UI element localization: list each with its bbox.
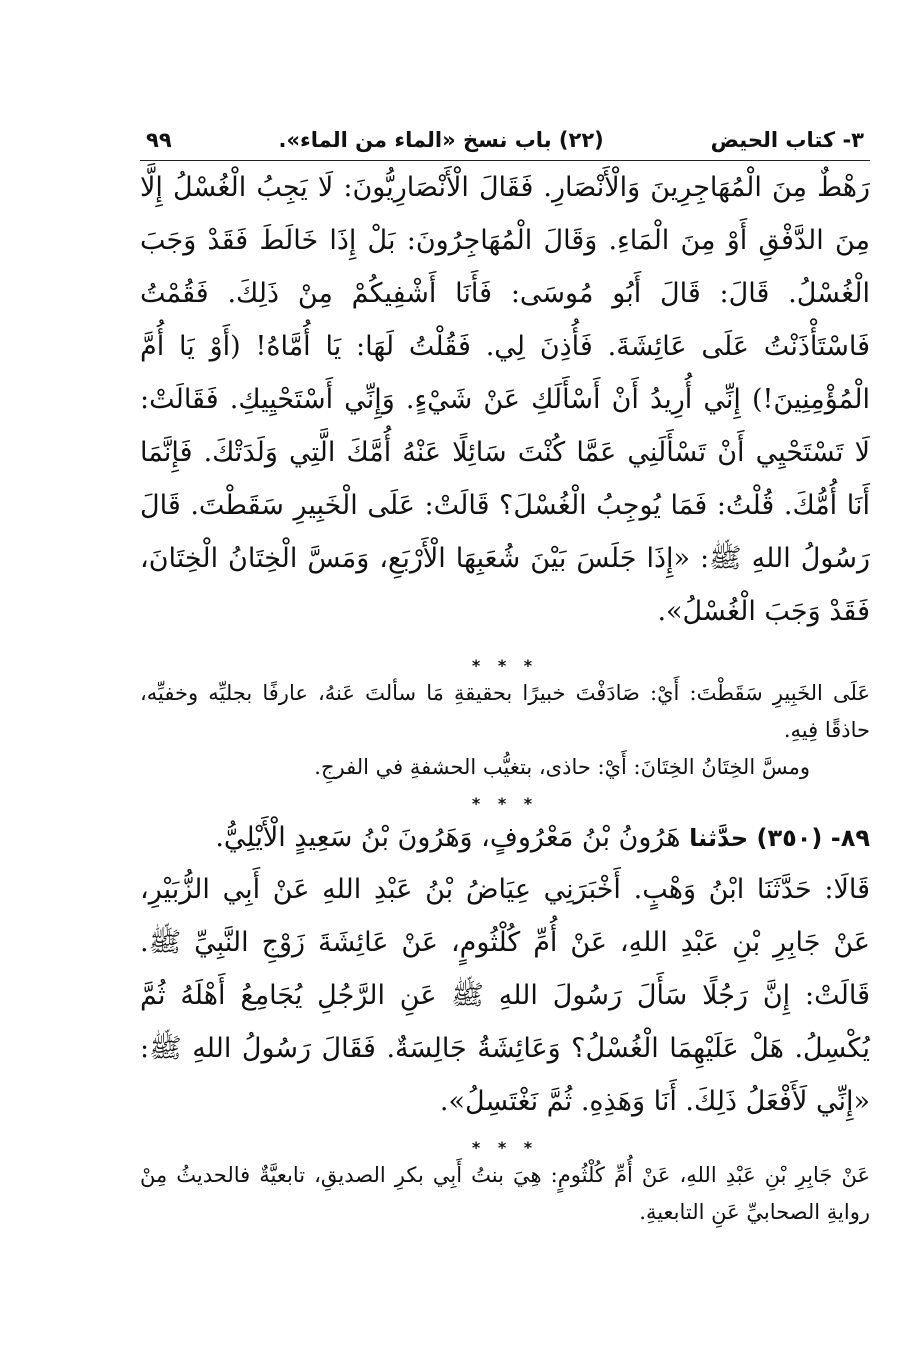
commentary-paragraph-3: عَنْ جَابِرِ بْنِ عَبْدِ اللهِ، عَنْ أُمِّ كُلْثُومٍ: هِيَ بنتُ أَبِي بكرِ الصديقِ، تابعيَّةٌ فالحديثُ مِنْ روايةِ الصحابيِّ عَنِ التابعيةِ.: [140, 1163, 870, 1224]
hadith-text-2: قَالَا: حَدَّثَنَا ابْنُ وَهْبٍ. أَخْبَرَنِي عِيَاضُ بْنُ عَبْدِ اللهِ عَنْ أَبِي الزُّبَيْرِ، عَنْ جَابِرِ بْنِ عَبْدِ اللهِ، عَنْ أُمِّ كُلْثُومٍ، عَنْ عَائِشَةَ زَوْجِ النَّبِيِّ ﷺ. قَالَتْ: إِنَّ رَجُلًا سَأَلَ رَسُولَ اللهِ ﷺ عَنِ الرَّجُلِ يُجَامِعُ أَهْلَهُ ثُمَّ يُكْسِلُ. هَلْ عَلَيْهِمَا الْغُسْلُ؟ وَعَائِشَةُ جَالِسَةٌ. فَقَالَ رَسُولُ اللهِ ﷺ: «إِنِّي لَأَفْعَلُ ذَلِكَ. أَنَا وَهَذِهِ. ثُمَّ نَغْتَسِلُ».: [140, 874, 870, 1117]
hadith-number: ٨٩- (٣٥٠) حدَّثنا: [689, 824, 870, 852]
page-number: ٩٩: [146, 128, 172, 152]
running-header: [140, 128, 870, 161]
section-title: (٢٢) باب نسخ «الماء من الماء».: [278, 128, 604, 152]
book-page: [140, 128, 870, 1231]
commentary-paragraph-2: ومسَّ الخِتَانُ الخِتَانَ: أَيْ: حاذى، بتغيُّب الحشفةِ في الفرجِ.: [314, 755, 810, 779]
hadith-text: رَهْطٌ مِنَ الْمُهَاجِرِينَ وَالْأَنْصَارِ. فَقَالَ الْأَنْصَارِيُّونَ: لَا يَجِبُ الْغُسْلُ إِلَّا مِنَ الدَّفْقِ أَوْ مِنَ الْمَاءِ. وَقَالَ الْمُهَاجِرُونَ: بَلْ إِذَا خَالَطَ فَقَدْ وَجَبَ الْغُسْلُ. قَالَ: قَالَ أَبُو مُوسَى: فَأَنَا أَشْفِيكُمْ مِنْ ذَلِكَ. فَقُمْتُ فَاسْتَأْذَنْتُ عَلَى عَائِشَةَ. فَأُذِنَ لِي. فَقُلْتُ لَهَا: يَا أُمَّاهُ! (أَوْ يَا أُمَّ الْمُؤْمِنِينَ!) إِنِّي أُرِيدُ أَنْ أَسْأَلَكِ عَنْ شَيْءٍ. وَإِنِّي أَسْتَحْيِيكِ. فَقَالَتْ: لَا تَسْتَحْيِي أَنْ تَسْأَلَنِي عَمَّا كُنْتَ سَائِلًا عَنْهُ أُمَّكَ الَّتِي وَلَدَتْكَ. فَإِنَّمَا أَنَا أُمُّكَ. قُلْتُ: فَمَا يُوجِبُ الْغُسْلَ؟ قَالَتْ: عَلَى الْخَبِيرِ سَقَطْتَ. قَالَ رَسُولُ اللهِ ﷺ: «إِذَا جَلَسَ بَيْنَ شُعَبِهَا الْأَرْبَعِ، وَمَسَّ الْخِتَانُ الْخِتَانَ، فَقَدْ وَجَبَ الْغُسْلُ».: [140, 172, 870, 627]
hadith-chain: هَرُونُ بْنُ مَعْرُوفٍ، وَهَرُونَ بْنُ سَعِيدٍ الْأَيْلِيُّ.: [215, 822, 681, 853]
section-separator: * * *: [471, 656, 539, 675]
section-separator: * * *: [471, 1138, 539, 1157]
commentary-paragraph-1: عَلَى الخَبِيرِ سَقَطْتَ: أَيْ: صَادَفْتَ خبيرًا بحقيقةِ مَا سألتَ عَنهُ، عارفًا بجليِّه وخفيِّه، حاذقًا فِيهِ.: [140, 681, 870, 742]
chapter-title: ٣- كتاب الحيض: [710, 128, 864, 152]
section-separator: * * *: [471, 794, 539, 813]
hadith-heading: [140, 813, 870, 863]
page-body: [140, 161, 870, 1231]
